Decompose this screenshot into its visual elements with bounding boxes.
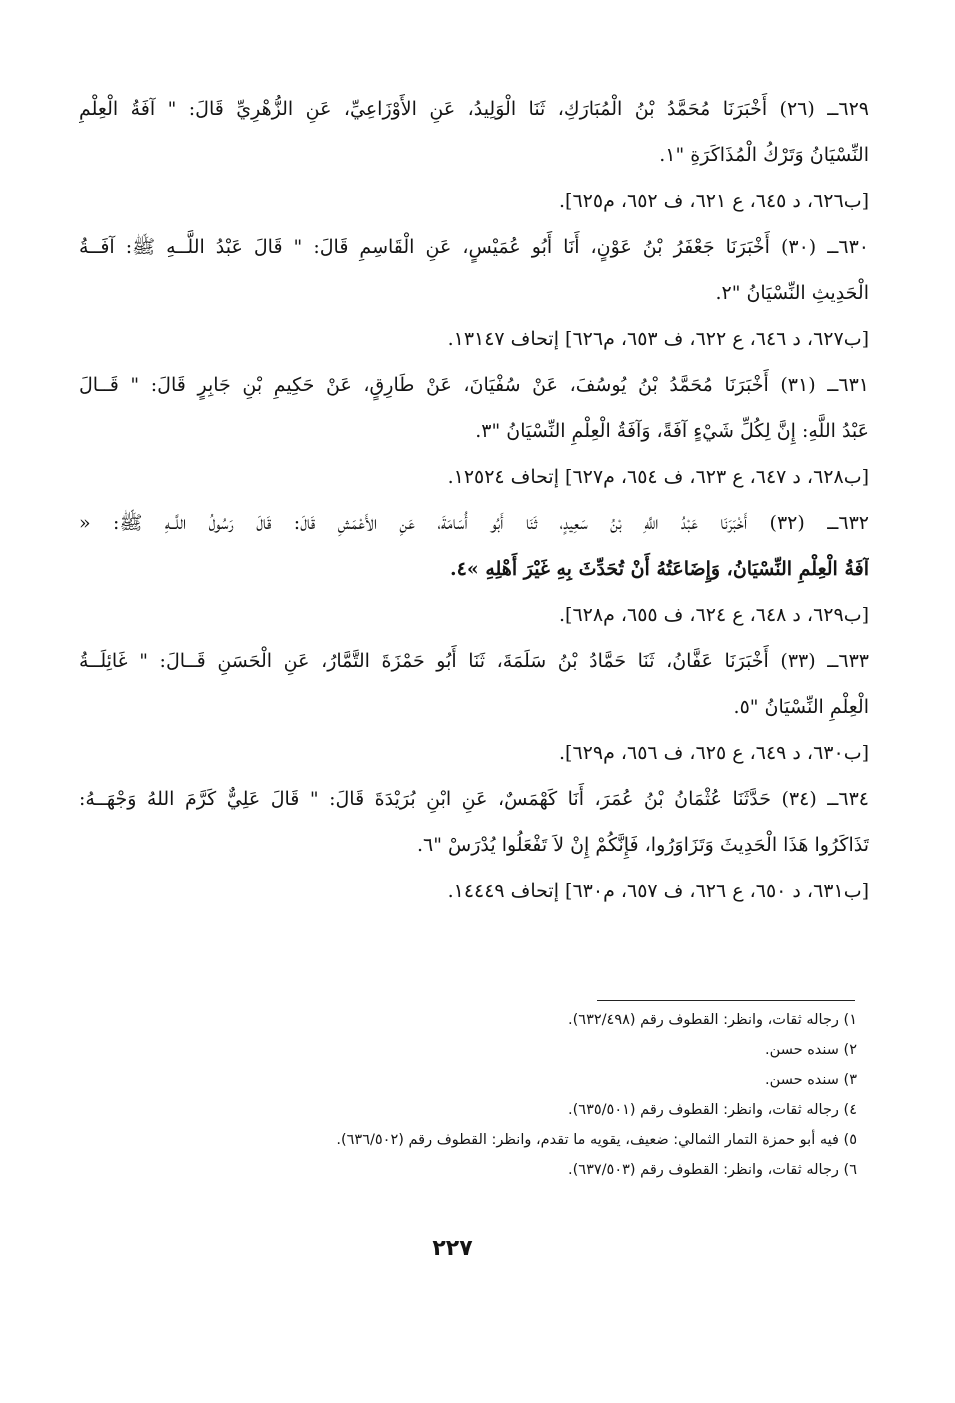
entry-line: ٦٣٣ــ (٣٣) أَخْبَرَنَا عَفَّانُ، ثَنَا حَمَّادُ بْنُ سَلَمَةَ، ثَنَا أَبُو حَمْزَةَ التَّمَّارُ، عَنِ الْحَسَنِ قَــالَ: " غَائِلَــةُ — [79, 650, 869, 672]
entry-line: ٦٣٢ــ (٣٢) أَخْبَرَنَا عَبْدُ اللَّهِ بْنُ سَعِيدٍ، ثَنَا أَبُو أُسَامَةَ، عَنِ الأَعْمَشِ قَالَ: قَالَ رَسُولُ اللَّــهِ ﷺ: « — [79, 512, 869, 534]
hadith-entry-630 — [79, 230, 869, 368]
hadith-entry-629 — [79, 92, 869, 230]
entry-line: الْحَدِيثِ النِّسْيَانُ "٢. — [715, 282, 869, 304]
footnote-2: ٢) سنده حسن. — [765, 1042, 857, 1058]
footnote-6: ٦) رجاله ثقات، وانظر: القطوف رقم (٦٣٧/٥٠٣). — [568, 1162, 857, 1178]
entry-reference: [ب٦٢٨، د ٦٤٧، ع ٦٢٣، ف ٦٥٤، م٦٢٧] إتحاف ١٢٥٢٤. — [447, 466, 869, 488]
footnote-1: ١) رجاله ثقات، وانظر: القطوف رقم (٦٣٢/٤٩٨). — [568, 1012, 857, 1028]
footnotes — [257, 1011, 857, 1191]
footnote-4: ٤) رجاله ثقات، وانظر: القطوف رقم (٦٣٥/٥٠١). — [568, 1102, 857, 1118]
footnote-3: ٣) سنده حسن. — [765, 1072, 857, 1088]
footnote-5: ٥) فيه أبو حمزة التمار الثمالي: ضعيف، يقويه ما تقدم، وانظر: القطوف رقم (٦٣٦/٥٠٢). — [336, 1132, 857, 1148]
entry-line: ٦٢٩ــ (٢٦) أَخْبَرَنَا مُحَمَّدُ بْنُ الْمُبَارَكِ، ثَنَا الْوَلِيدُ، عَنِ الأَوْزَاعِيِّ، عَنِ الزُّهْرِيِّ قَالَ: " آفَةُ الْعِلْمِ — [79, 98, 869, 120]
entry-line: ٦٣٤ــ (٣٤) حَدَّثَنَا عُثْمَانُ بْنُ عُمَرَ، أَنَا كَهْمَسٌ، عَنِ ابْنِ بُرَيْدَةَ قَالَ: " قَالَ عَلِيٌّ كَرَّمَ اللهُ وَجْهَــهُ: — [79, 788, 869, 810]
entry-reference: [ب٦٣٠، د ٦٤٩، ع ٦٢٥، ف ٦٥٦، م٦٢٩]. — [559, 742, 869, 764]
entry-reference: [ب٦٢٧، د ٦٤٦، ع ٦٢٢، ف ٦٥٣، م٦٢٦] إتحاف ١٣١٤٧. — [447, 328, 869, 350]
footnote-separator — [597, 1000, 855, 1001]
prophetic-saying-line: آفَةُ الْعِلْمِ النِّسْيَانُ، وَإِضَاعَتُهُ أَنْ تُحَدِّثَ بِهِ غَيْرَ أَهْلِهِ »٤. — [449, 558, 869, 580]
main-text — [79, 92, 869, 920]
hadith-entry-633 — [79, 644, 869, 782]
entry-line: عَبْدُ اللَّهِ: إِنَّ لِكُلِّ شَيْءٍ آفَةً، وَآفَةُ الْعِلْمِ النِّسْيَانُ "٣. — [475, 420, 869, 442]
entry-reference: [ب٦٢٦، د ٦٤٥، ع ٦٢١، ف ٦٥٢، م٦٢٥]. — [559, 190, 869, 212]
entry-line: الْعِلْمِ النِّسْيَانُ "٥. — [733, 696, 869, 718]
entry-line: النِّسْيَانُ وَتَرْكُ الْمُذَاكَرَةِ "١. — [659, 144, 869, 166]
entry-line: تَذَاكَرُوا هَذَا الْحَدِيثَ وَتَزَاوَرُوا، فَإِنَّكُمْ إِنْ لاَ تَفْعَلُوا يُدْرَسْ "٦. — [416, 834, 869, 856]
hadith-entry-632 — [79, 506, 869, 644]
entry-reference: [ب٦٣١، د ٦٥٠، ع ٦٢٦، ف ٦٥٧، م٦٣٠] إتحاف ١٤٤٤٩. — [447, 880, 869, 902]
entry-line: ٦٣٠ــ (٣٠) أَخْبَرَنَا جَعْفَرُ بْنُ عَوْنٍ، أَنَا أَبُو عُمَيْسٍ، عَنِ الْقَاسِمِ قَالَ: " قَالَ عَبْدُ اللَّــهِ ﷺ: آفَــةُ — [79, 236, 869, 258]
hadith-entry-631 — [79, 368, 869, 506]
page-number: ٢٢٧ — [432, 1236, 473, 1261]
entry-reference: [ب٦٢٩، د ٦٤٨، ع ٦٢٤، ف ٦٥٥، م٦٢٨]. — [559, 604, 869, 626]
entry-line: ٦٣١ــ (٣١) أَخْبَرَنَا مُحَمَّدُ بْنُ يُوسُفَ، عَنْ سُفْيَانَ، عَنْ طَارِقٍ، عَنْ حَكِيمِ بْنِ جَابِرٍ قَالَ: " قَــالَ — [79, 374, 869, 396]
hadith-entry-634 — [79, 782, 869, 920]
